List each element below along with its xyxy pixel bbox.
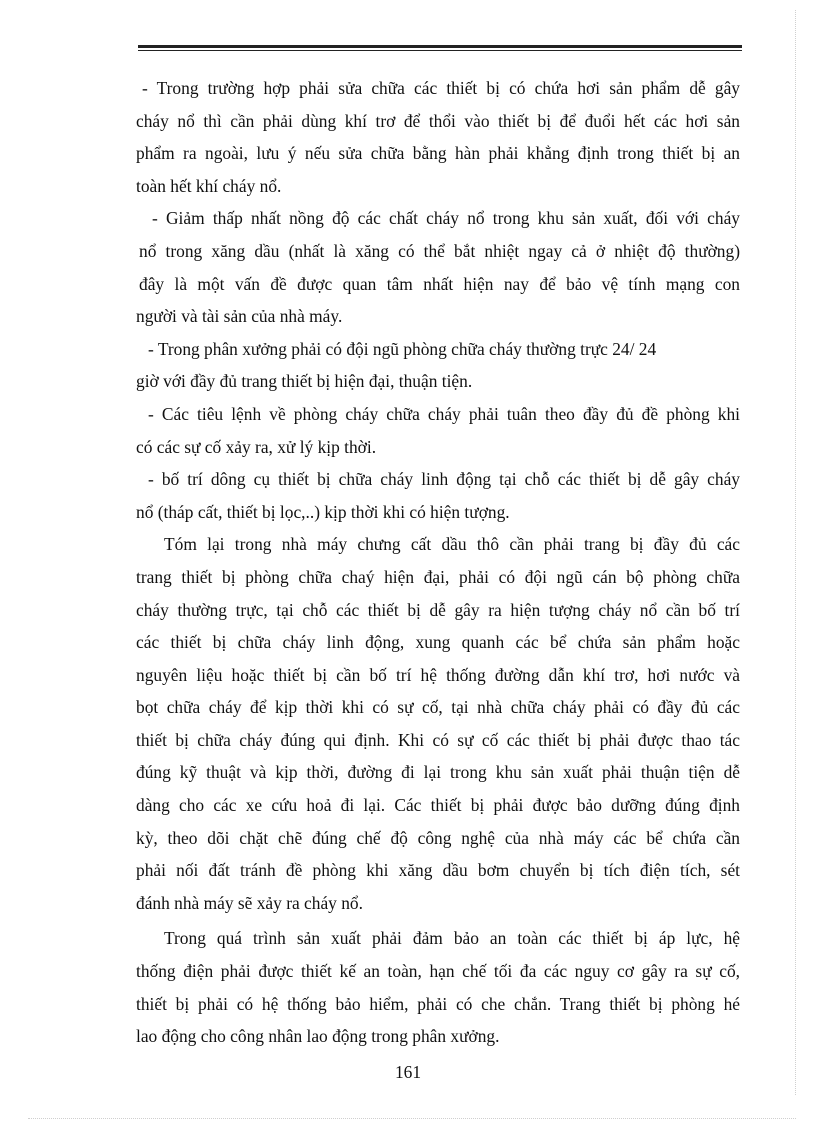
paragraph [136,922,740,1052]
text-line: nguyên liệu hoặc thiết bị cần bố trí hệ thống đường dẫn khí trơ, hơi nước và [136,664,740,685]
text-line: bọt chữa cháy để kịp thời khi có sự cố, tại nhà chữa cháy phải có đầy đủ các [136,697,740,718]
text-line: Tóm lại trong nhà máy chưng cất dầu thô cần phải trang bị đầy đủ các [164,534,740,555]
text-line: - bố trí dông cụ thiết bị chữa cháy linh động tại chỗ các thiết bị dễ gây cháy [148,469,740,490]
text-line: Trong quá trình sản xuất phải đảm bảo an toàn các thiết bị áp lực, hệ [164,928,740,949]
paragraph [136,463,740,528]
text-line: thiết bị chữa cháy đúng qui định. Khi có sự cố các thiết bị phải được thao tác [136,729,740,750]
text-line: nổ trong xăng dầu (nhất là xăng có thể bắt nhiệt ngay cả ở nhiệt độ thường) [139,240,740,261]
text-line: đánh nhà máy sẽ xảy ra cháy nổ. [136,892,363,913]
header-rule-thin [138,50,742,51]
text-line: kỳ, theo dõi chặt chẽ đúng chế độ công nghệ của nhà máy các bể chứa cần [136,827,740,848]
text-line: - Các tiêu lệnh về phòng cháy chữa cháy phải tuân theo đầy đủ đề phòng khi [148,403,740,424]
text-line: đúng kỹ thuật và kịp thời, đường đi lại trong khu sản xuất phải thuận tiện dễ [136,762,740,783]
text-line: dàng cho các xe cứu hoả đi lại. Các thiết bị phải được bảo dưỡng đúng định [136,795,740,816]
paragraph [136,333,740,398]
paragraph [136,202,740,332]
paragraph [136,528,740,919]
text-line: giờ với đầy đủ trang thiết bị hiện đại, thuận tiện. [136,371,473,392]
text-line: các thiết bị chữa cháy linh động, xung quanh các bể chứa sản phẩm hoặc [136,632,740,653]
text-line: thiết bị phải có hệ thống bảo hiểm, phải có che chắn. Trang thiết bị phòng hé [136,993,740,1014]
page-frame-right [795,10,796,1095]
body-text [136,72,740,1053]
text-line: - Trong phân xưởng phải có đội ngũ phòng chữa cháy thường trực 24/ 24 [148,338,657,359]
paragraph [136,398,740,463]
text-line: lao động cho công nhân lao động trong phân xưởng. [136,1026,500,1047]
text-line: có các sự cố xảy ra, xử lý kịp thời. [136,436,377,457]
text-line: đây là một vấn đề được quan tâm nhất hiện nay để bảo vệ tính mạng con [139,273,740,294]
page-number: 161 [394,1062,422,1082]
page-frame-bottom [28,1118,796,1119]
text-line: nổ (tháp cất, thiết bị lọc,..) kịp thời khi có hiện tượng. [136,501,510,522]
text-line: phải nối đất tránh đề phòng khi xăng dầu bơm chuyển bị tích điện tích, sét [136,860,740,881]
text-line: cháy thường trực, tại chỗ các thiết bị dễ gây ra hiện tượng cháy nổ cần bố trí [136,599,740,620]
text-line: thống điện phải được thiết kế an toàn, hạn chế tối đa các nguy cơ gây ra sự cố, [136,961,740,982]
text-line: người và tài sản của nhà máy. [136,306,343,327]
text-line: toàn hết khí cháy nổ. [136,175,282,196]
text-line: phẩm ra ngoài, lưu ý nếu sửa chữa bằng hàn phải khẳng định trong thiết bị an [136,143,740,164]
paragraph [136,72,740,202]
text-line: cháy nổ thì cần phải dùng khí trơ để thổi vào thiết bị để đuổi hết các hơi sản [136,110,740,131]
header-rule-thick [138,45,742,48]
text-line: trang thiết bị phòng chữa chaý hiện đại, phải có đội ngũ cán bộ phòng chữa [136,566,740,587]
text-line: - Giảm thấp nhất nồng độ các chất cháy nổ trong khu sản xuất, đối với cháy [152,208,740,229]
text-line: - Trong trường hợp phải sửa chữa các thiết bị có chứa hơi sản phẩm dễ gây [142,78,740,98]
